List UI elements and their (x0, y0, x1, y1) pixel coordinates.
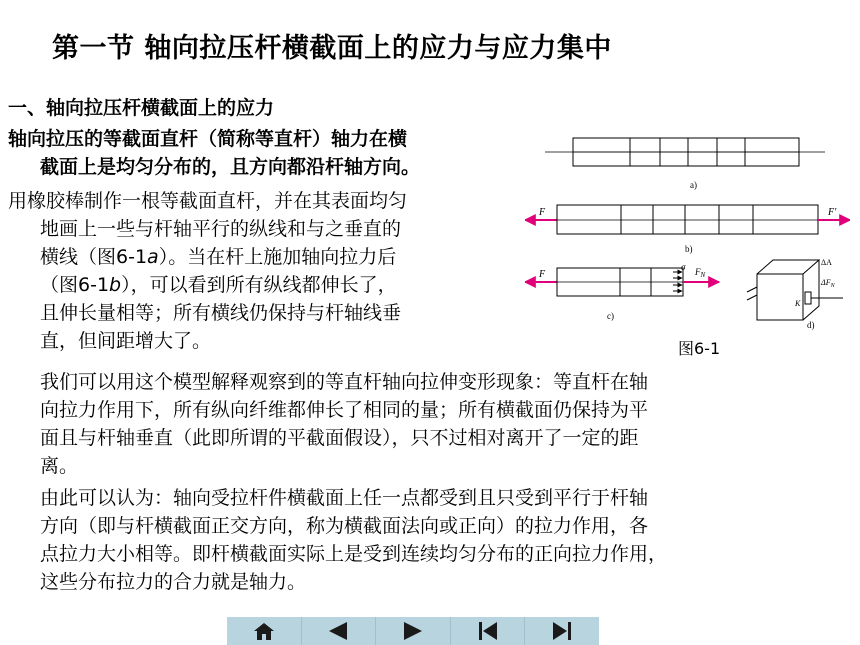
point-k-label: K (795, 299, 801, 308)
delta-fn-label (820, 278, 836, 289)
paragraph-conclusion (40, 484, 830, 596)
figure-label-b: b) (685, 244, 693, 254)
figure-ref-italic: b (109, 274, 122, 296)
first-button[interactable] (451, 617, 526, 645)
paragraph-line: 用橡胶棒制作一根等截面直杆，并在其表面均匀 (8, 190, 408, 212)
figure-label-d: d) (807, 320, 815, 330)
paragraph-line: 面且与杆轴垂直（此即所谓的平截面假设），只不过相对离开了一定的距 (40, 427, 639, 449)
paragraph-line: 我们可以用这个模型解释观察到的等直杆轴向拉伸变形现象：等直杆在轴 (40, 371, 649, 393)
axial-force-label (694, 267, 706, 279)
paragraph-line: 由此可以认为：轴向受拉杆件横截面上任一点都受到且只受到平行于杆轴 (40, 487, 649, 509)
bar-undeformed (545, 138, 825, 166)
home-button[interactable] (227, 617, 302, 645)
paragraph-line (8, 243, 513, 271)
text-run: （图6-1 (40, 274, 110, 296)
axial-force-subscript: N (700, 271, 706, 279)
slide-navigation-bar (227, 617, 599, 645)
first-icon (477, 621, 499, 641)
home-icon (253, 621, 275, 641)
bar-stretched (525, 205, 850, 234)
paragraph-line: 截面上是均匀分布的，且方向都沿杆轴方向。 (40, 156, 421, 178)
paragraph-experiment (8, 187, 513, 355)
delta-a-label: ΔA (821, 258, 832, 267)
next-icon (402, 621, 424, 641)
figure-caption: 图6-1 (678, 339, 721, 358)
paragraph-explanation (40, 368, 830, 480)
figure-label-a: a) (690, 180, 697, 190)
last-button[interactable] (525, 617, 599, 645)
previous-icon (327, 621, 349, 641)
text-run: 横线（图6-1 (40, 246, 148, 268)
text-run: ）。当在杆上施加轴向拉力后 (158, 246, 397, 268)
paragraph-line: 点拉力大小相等。即杆横截面实际上是受到连续均匀分布的正向拉力作用， (40, 543, 668, 565)
paragraph-line: 离。 (40, 455, 79, 477)
text-run: ），可以看到所有纵线都伸长了， (121, 274, 397, 296)
next-button[interactable] (376, 617, 451, 645)
paragraph-line: 直，但间距增大了。 (40, 330, 212, 352)
stress-sigma-label: σ (681, 262, 686, 272)
paragraph-line: 方向（即与杆横截面正交方向，称为横截面法向或正向）的拉力作用，各 (40, 515, 649, 537)
paragraph-line: 地画上一些与杆轴平行的纵线和与之垂直的 (40, 218, 402, 240)
paragraph-line: 向拉力作用下，所有纵向纤维都伸长了相同的量；所有横截面仍保持为平 (40, 399, 649, 421)
paragraph-line: 且伸长量相等；所有横线仍保持与杆轴线垂 (40, 302, 402, 324)
force-label-fprime: F′ (828, 207, 837, 218)
last-icon (551, 621, 573, 641)
figure-ref-italic: a (147, 246, 159, 268)
figure-6-1 (525, 122, 850, 337)
section-free-body (525, 268, 719, 296)
paragraph-line: 轴向拉压的等截面直杆（简称等直杆）轴力在横 (8, 128, 408, 150)
delta-fn-symbol: ΔF (821, 278, 831, 287)
delta-fn-subscript: N (830, 283, 835, 289)
section-heading: 一、轴向拉压杆横截面上的应力 (8, 97, 275, 119)
axial-force-symbol: F (695, 267, 701, 277)
previous-button[interactable] (302, 617, 377, 645)
paragraph-intro (8, 125, 523, 181)
paragraph-line: 这些分布拉力的合力就是轴力。 (40, 571, 307, 593)
force-label-f-c: F (539, 269, 546, 280)
figure-label-c: c) (607, 311, 614, 321)
force-label-f: F (539, 207, 546, 218)
paragraph-line (8, 271, 513, 299)
page-title: 第一节 轴向拉压杆横截面上的应力与应力集中 (52, 33, 612, 64)
element-3d (747, 260, 843, 320)
